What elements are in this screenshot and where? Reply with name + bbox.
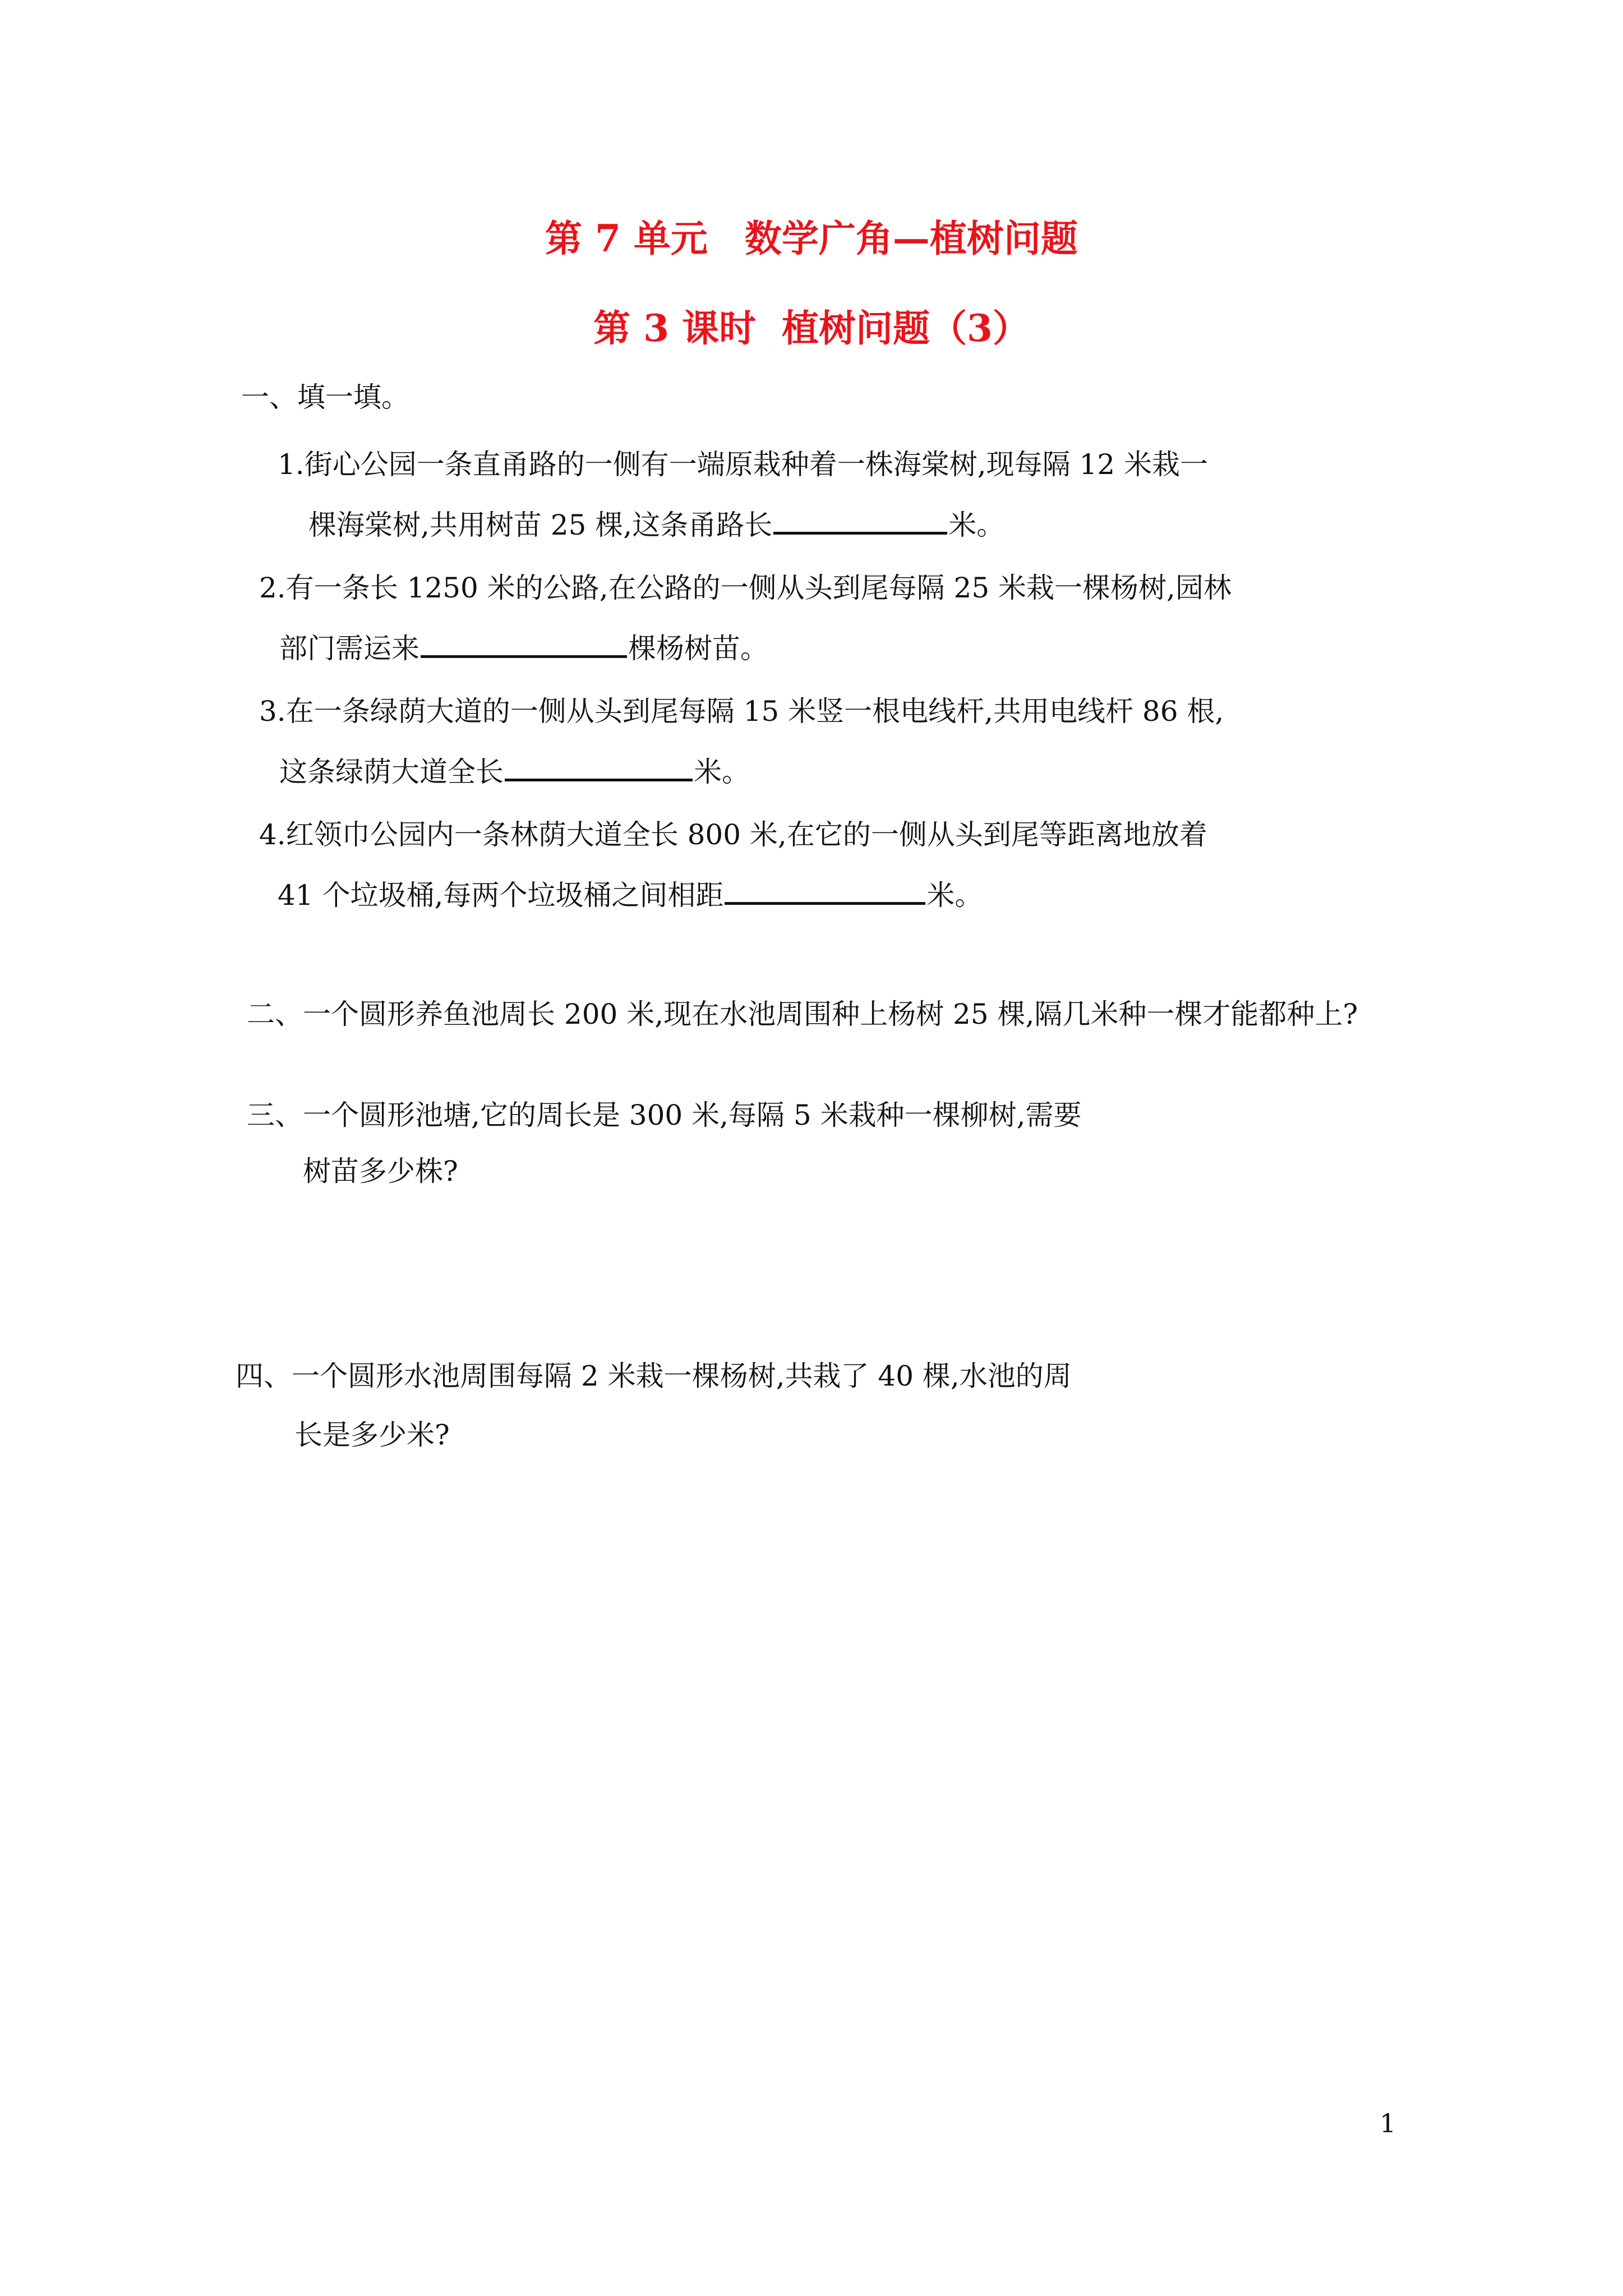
section2-question: 二、一个圆形养鱼池周长 200 米,现在水池周围种上杨树 25 棵,隔几米种一棵才能都种上?: [247, 998, 1358, 1030]
section3-line1: 三、一个圆形池塘,它的周长是 300 米,每隔 5 米栽种一棵柳树,需要: [247, 1099, 1082, 1131]
q4-text-after: 米。: [926, 879, 983, 912]
section1-heading: 一、填一填。: [241, 381, 409, 413]
q1-answer-blank[interactable]: [773, 504, 947, 535]
q3-answer-blank[interactable]: [505, 751, 693, 781]
q1-line2: [308, 504, 1004, 545]
q4-line2: [278, 874, 983, 915]
section3-line2: 树苗多少株?: [303, 1155, 458, 1188]
q1-line1: 1.街心公园一条直甬路的一侧有一端原栽种着一株海棠树,现每隔 12 米栽一: [278, 448, 1209, 481]
q3-line2: [279, 751, 750, 792]
q2-text-after: 棵杨树苗。: [628, 632, 768, 665]
q1-text-after: 米。: [948, 509, 1005, 541]
q2-text-before: 部门需运来: [279, 632, 419, 665]
q2-line1: 2.有一条长 1250 米的公路,在公路的一侧从头到尾每隔 25 米栽一棵杨树,园林: [259, 572, 1232, 604]
q4-text-before: 41 个垃圾桶,每两个垃圾桶之间相距: [278, 879, 724, 912]
section4-line2: 长是多少米?: [294, 1419, 450, 1451]
q1-text-before: 棵海棠树,共用树苗 25 棵,这条甬路长: [308, 509, 773, 541]
lesson-subtitle: 第 3 课时 植树问题（3）: [593, 306, 1030, 350]
q4-answer-blank[interactable]: [725, 874, 925, 905]
q3-text-before: 这条绿荫大道全长: [279, 756, 504, 788]
q3-text-after: 米。: [694, 756, 750, 788]
q2-answer-blank[interactable]: [421, 627, 627, 658]
page-title: 第 7 单元 数学广角—植树问题: [545, 217, 1078, 260]
page-number: 1: [1380, 2108, 1396, 2138]
section4-line1: 四、一个圆形水池周围每隔 2 米栽一棵杨树,共栽了 40 棵,水池的周: [236, 1360, 1072, 1392]
q2-line2: [279, 627, 768, 668]
q4-line1: 4.红领巾公园内一条林荫大道全长 800 米,在它的一侧从头到尾等距离地放着: [259, 818, 1207, 851]
q3-line1: 3.在一条绿荫大道的一侧从头到尾每隔 15 米竖一根电线杆,共用电线杆 86 根,: [259, 695, 1224, 728]
